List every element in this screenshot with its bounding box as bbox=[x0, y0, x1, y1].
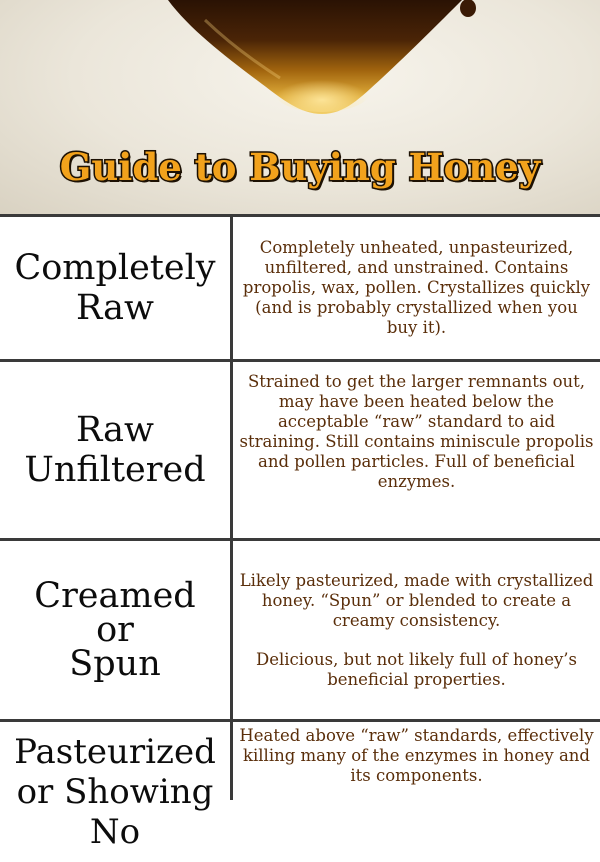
page-title: Guide to Buying Honey bbox=[59, 145, 541, 189]
honey-type-label: Pasteurized or Showing No bbox=[14, 732, 216, 852]
honey-type-label: Creamed or Spun bbox=[34, 576, 196, 684]
table-row-completely-raw bbox=[0, 217, 600, 359]
description-paragraph: Likely pasteurized, made with crystallized honey. “Spun” or blended to create a creamy consistency. bbox=[239, 570, 594, 630]
table-row-raw-unfiltered bbox=[0, 362, 600, 538]
honey-type-description bbox=[233, 541, 600, 719]
honey-type-description bbox=[233, 722, 600, 862]
description-paragraph: Delicious, but not likely full of honey’s beneficial properties. bbox=[255, 649, 578, 689]
honey-type-label: Completely Raw bbox=[14, 248, 216, 328]
header-photo bbox=[0, 0, 600, 214]
table-row-pasteurized bbox=[0, 722, 600, 852]
description-paragraph: Strained to get the larger remnants out, may have been heated below the acceptable “raw” standard to aid straining. Still contains miniscule propolis and pollen particles. Full of beneficial enzymes. bbox=[239, 372, 594, 491]
description-paragraph: Heated above “raw” standards, effectively killing many of the enzymes in honey and its components. bbox=[239, 726, 594, 785]
description-paragraph: Completely unheated, unpasteurized, unfiltered, and unstrained. Contains propolis, wax, pollen. Crystallizes quickly (and is probably crystallized when you buy it). bbox=[242, 238, 591, 337]
table-row-creamed-spun bbox=[0, 541, 600, 719]
honey-type-label: Raw Unfiltered bbox=[24, 410, 206, 490]
honey-type-description bbox=[233, 362, 600, 538]
honey-type-description bbox=[233, 217, 600, 359]
